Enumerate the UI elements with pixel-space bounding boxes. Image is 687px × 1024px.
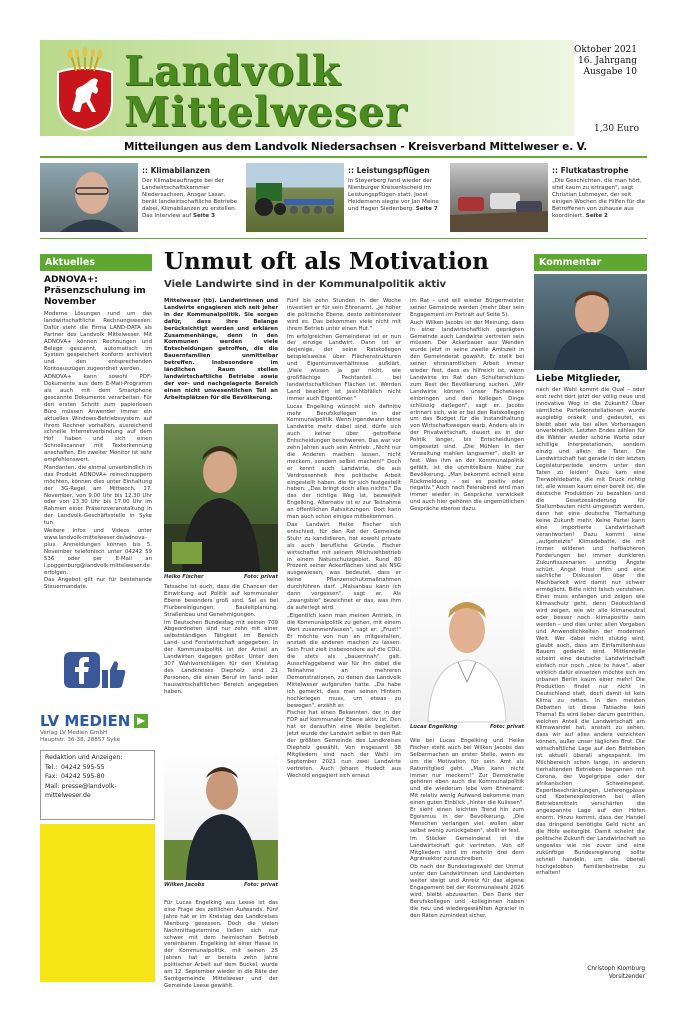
article-paragraph: Lucas Engelking wünscht sich definitiv mehr Berufskollegen in der Kommunalpolitik. Wenn irgendwann keine Landwirte mehr dabei sind, dürfe sich auch keiner über getroffene Entscheidungen beschweren. Das war vor zehn Jahren auch sein Antrieb: „Nicht nur die Anderen machen lassen, nicht meckern, sondern selbst machen!" Doch er kennt auch Landwirte, die aus Verdrossenheit ihre politische Arbeit eingestellt haben, die für sich festgestellt haben: „Das bringt doch alles nichts." Da das der richtige Weg ist, bezweifelt Engelking. Alternativ ist er zur Teilnahme an öffentlichen Ratssitzungen. Dort kann man auch schon einiges mitbekommen. <box>287 403 401 521</box>
issue-info <box>574 45 637 78</box>
article-paragraph: Im Deutschen Bundestag mit seinen 709 Abgeordneten sind nur zehn mit einer selbstständigen Tätigkeit im Bereich Land- und Forstwirtschaft angegeben. In der Kommunalpolitik ist der Anteil an Landwirten dagegen größer. Unter den 307 Wahlvorschlägen für den Kreistag des Landkreises Diepholz sind 21 Personen, die einen Beruf im land- oder hauswirtschaftlichen Bereich angegeben haben. <box>164 619 278 695</box>
article-subheadline: Viele Landwirte sind in der Kommunalpolitik aktiv <box>164 279 447 290</box>
issue-number: Ausgabe 10 <box>583 67 637 77</box>
caption-engelking <box>410 724 524 730</box>
aktuelles-paragraph: Moderne Lösungen rund um das landwirtschaftliche Rechnungswesen: Dafür steht die Firma LAND-DATA als Partner des Landvolk Mittelweser. Mit ADNOVA+ können Rechnungen und Belege gescannt, automatisch im System gespeichert konform archiviert und den entsprechenden Kontoauszügen zugeordnet werden. <box>44 311 152 373</box>
article-paragraph: Fünf bis zehn Stunden in der Woche investiert er für sein Ehrenamt. „Je höher die politische Ebene, desto zeitintensiver wird es. Das bekommen viele nicht mit ihrem Betrieb unter einen Hut." <box>287 298 401 332</box>
article-paragraph: Fischer hat einen Bekannten, der in der FDP auf kommunaler Ebene aktiv ist. Den hat er daraufhin eine Weile begleitet. Jetzt wurde der Landwirt selbst in den Rat der größten Gemeinde des Landkreises Diepholz gewählt. Von insgesamt 38 Mitgliedern sind nach der Wahl im September 2021 nun zwei Landwirte vertreten. Auch Johann Hudedt aus Wechold engagiert sich erneut <box>287 710 401 779</box>
mail-label: Mail: <box>45 782 60 790</box>
contact-redaktion-label: Redaktion und Anzeigen: <box>45 754 123 761</box>
teaser-photo-flutkatastrophe <box>450 163 548 232</box>
signature-name: Christoph Klomburg <box>587 966 645 972</box>
teaser-text: „Die Geschichten, die man hört, sind kaum zu ertragen", sagt Christian Lohmeyer, der seit einigen Wochen die Hilfen für die Betroffenen von zuhause aus koordiniert. <box>552 178 645 219</box>
teaser-flutkatastrophe[interactable] <box>552 166 648 220</box>
teaser-leistungspfluegen[interactable] <box>348 166 444 213</box>
kommentar-header: Kommentar <box>534 254 647 271</box>
teaser-text: In Steyerberg fand wieder der Nienburger Kreisentscheid im Leistungspflügen statt. Joost Heidemann siegte vor Jan Meine und Hagen Siedenberg. <box>348 178 439 212</box>
caption-jacobs <box>164 882 278 888</box>
teaser-klimabilanzen[interactable] <box>142 166 238 220</box>
issue-volume: 16. Jahrgang <box>578 56 637 66</box>
aktuelles-header: Aktuelles <box>40 254 152 271</box>
mail-value[interactable]: presse@landvolk-mittelweser.de <box>45 782 117 799</box>
caption-name: Lucas Engelking <box>410 724 458 730</box>
photo-credit: Foto: privat <box>243 574 278 580</box>
teaser-text: Der Klimabeauftragte bei der Landwirtschaftskammer Niedersachsen, Ansgar Lasar, berät landwirtschaftliche Betriebe dabei, Klimabilanzen zu erstellen. Das Interview auf <box>142 178 238 219</box>
teaser-page: Seite 2 <box>585 213 608 219</box>
header-rule <box>40 156 647 158</box>
signature-role: Vorsitzender <box>608 973 645 980</box>
aktuelles-paragraph: Weitere Infos und Videos unter www.landvolk-mittelweser.de/adnova-plus. Anmeldungen können bis 5. November telefonisch unter 04242 59 536 oder per E-Mail an l.poggenburg@landvolk-mittelweser.de erfolgen. <box>44 528 152 576</box>
article-col2-text <box>287 298 401 988</box>
teaser-photo-klimabilanzen <box>40 163 138 232</box>
article-paragraph: Wie bei Lucas Engelking und Heiko Fischer steht auch bei Wilken Jacobs das Selbermachen an erster Stelle, wenn es um die Motivation für sein Amt als Ratsmitglied geht. „Man kann nicht immer nur meckern!" Zur Demokratie gehören eben auch die Kommunalpolitik und die wiederum lebe vom Ehrenamt. Mit relativ wenig Aufwand bekomme man einen guten Einblick „hinter die Kulissen". Er sieht einen leichten Trend hin zum Egoismus in der Bevölkerung. „Die Menschen verlangen viel, wollen aber selbst wenig zurückgeben", stellt er fest. <box>410 738 524 834</box>
lv-medien-line1: Verlag LV Medien GmbH <box>40 730 108 736</box>
fax-value[interactable]: 04242 595-80 <box>60 773 105 780</box>
teaser-photo-leistungspfluegen <box>246 163 344 232</box>
price: 1,30 Euro <box>594 124 639 134</box>
article-paragraph: Tatsache ist auch, dass die Chancen der Einwirkung auf Politik auf kommunaler Ebene besonders groß sind. Sei es bei Flurbereinigungen, Bauleitplanung, Straßenbau und Genehmigungen. <box>164 584 278 618</box>
aktuelles-paragraph: Das Angebot gilt nur für bestehende Steuermandate. <box>44 577 152 591</box>
lv-medien-line2: Hauptstr. 36-38, 28857 Syke <box>40 737 121 743</box>
masthead-subtitle: Mitteilungen aus dem Landvolk Niedersachsen - Kreisverband Mittelweser e. V. <box>124 141 588 153</box>
lv-medien-block <box>40 712 155 744</box>
masthead-title-line1: Landvolk <box>124 47 342 95</box>
aktuelles-paragraph: Mandanten, die einmal unverbindlich in das Produkt ADNOVA+ reinschnuppern möchten, können dies unter Einhaltung der 3G-Regel am Mittwoch, 17. November, von 9.00 Uhr bis 12.30 Uhr oder von 13.30 Uhr bis 17.00 Uhr im Rahmen einer Präsenzveranstaltung in der Landvolk-Geschäftsstelle in Syke tun. <box>44 464 152 527</box>
lv-medien-brand: LV MEDIEN <box>40 712 131 730</box>
contact-box <box>40 750 155 820</box>
article-paragraph: „Eigentlich kann man meinen Antrieb, in die Kommunalpolitik zu gehen, mit einem Wort zusammenfassen", sagt er: „Frust!" Er möchte von nun an mitgestalten, anstatt die anderen machen zu lassen. Sein Frust zielt insbesondere auf die CDU, die stets als „bauernnah" galt. Ausschlaggebend war für ihn dabei die Teilnahme an mehreren Demonstrationen, zu denen das Landvolk Mittelweser aufgerufen hatte. „Da habe ich gemerkt, dass man seinen Hintern hochkriegen muss, um etwas zu bewegen", erzählt er. <box>287 612 401 709</box>
masthead-title-line2: Mittelweser <box>124 88 408 136</box>
teaser-page: Seite 7 <box>415 206 438 212</box>
article-paragraph: Das Landwirt Heike Fischer sich entschied, für den Rat der Gemeinde Stuhr zu kandidieren, hat sowohl private als auch berufliche Gründe. Fischer wirtschaftet mit seinem Milchviehbetrieb in einem Naturschutzgebiet. Rund 80 Prozent seiner Ackerflächen sind als NSG ausgewiesen, was bedeutet, dass er keine Pflanzenschutzmaßnahmen durchführen darf. „Malsanbau kann ich dann vergessen", sagt er. Als „zwangsbio" bezeichnet er das, was ihm da auferlegt wird. <box>287 522 401 611</box>
fax-label: Fax: <box>45 773 58 780</box>
photo-wilken-jacobs <box>164 748 278 880</box>
kommentar-text: nach der Wahl kommt die Qual – oder erst recht dort jetzt der völlig neue und innovative Weg in die Zukunft? Über sämtliche Parteikonstellationen wurde ausgiebig orakelt und gedeutet, es bleibt aber wie bei allen Vorhersagen unverbindlich. Letzten Endes zählen für die Wähler wieder schöne Worte oder schillige Interpretationen, sondern einzig und allein die Taten. Die Landwirtschaft hat gerade in der letzten Legislaturperiode enorm unter den Taten zu leiden! Dazu kam eine Tierwohldebatte, die mit Druck richtig ist, alle wissen kaum einer bereit ist, die deutsche Produktion zu bezahlen und die Gesetzesänderung für Stallumbauten nicht umgesetzt werden, dann hat eine deutsche Tierhaltung keine Zukunft mehr. Keine Partei kann eine importierte Landwirtschaft verantworten! Dazu kommt eine „aufgeheizte" Klimadebatte, die mit immer wilderen und heftiacheren Forderungen bei immer dunkleren Zukunftsszenarien unnötig Ängste schürt. Angst frisst Hirn und eine sachliche Diskussion über die Machbarkeit wird damit nur schwer ermöglicht. Bitte nicht falsch verstehen. Einer muss anfangen und zeigen wie Klimaschutz geht, denn Deutschland wird zeigen, wie wir alle klimaneutral oder besser noch klimapositiv sein werden – und dies unter allen Vorgaben und Anwendlichkeiten der modernen Welt. Wer dabei nicht stutzig wird, glaubt auch, dass am Einfamilienhaus Bauern gedankt wird. Mittlerweile scheint eine deutsche Landwirtschaft einfach nur noch „nice to have", aber wirklich dafür einsetzen möchte sich im urbanen Berlin kaum einer mehr! Die Produktion findet nur nicht in Deutschland statt, doch damit ist kein Klima zu retten. In den meisten Debatten ist diese Tatsache kein Thema! Es wird lieber darum gestritten, welchen Anteil die Landwirtschaft am Klimawandel hat, anstatt zu sehen, dass wir auf alles andere verzichten können, außer unser tägliches Brot. Die wirtschaftliche Lage auf den Betrieben ist aktuell überall angespannt. Im Milchbereich schon lange, in anderen tierhaltenden Betrieben begannen mit Corona, der Vogelgrippe oder der afrikanischen Schweinepest. Exportbeschränkungen, Lieferengpässe und Kostenexplosionen bei allen Betriebsmitteln verschärfen die angespannte Lage auf den Höfen enorm. Hinzu kommt, dass der Handel das dringend benötigte Geld nicht an die Höfe weitergibt. Damit scheint die politische Zukunft der Landwirtschaft so ungewiss wie nie zuvor und eine zukünftige Bundesregierung sollte schnell handeln, um die überall hochgelobten Familienbetriebe zu erhalten! <box>536 387 645 877</box>
article-lead: Mittelweser (tb). Landwirtinnen und Landwirte engagieren sich seit jeher in der Kommunalpolitik. Sie sorgen dafür, dass ihre Belange berücksichtigt werden und erklären Zusammenhänge, denn in den Kommunen werden viele Entscheidungen getroffen, die die Bauernfamilien unmittelbar betreffen. Insbesondere im ländlichen Raum stellen landwirtschaftliche Betriebe sowie der vor- und nachgelagerte Bereich einen nicht unwesentlichen Teil an Arbeitsplätzen für die Bevölkerung. <box>164 298 278 401</box>
caption-name: Heiko Fischer <box>164 574 204 580</box>
article-headline: Unmut oft als Motivation <box>164 248 489 275</box>
teaser-rule <box>40 238 647 239</box>
article-paragraph: Ob nach der Bundestagswahl der Unmut unter den Landwirtinnen und Landwirten weiter steigt und Anreiz für das eigene Engagement bei der Kommunalwahl 2026 wird, bleibt abzuwarten. Den Dank der Berufskollegen und -kolleginnen haben die neu und wiedergewählten Agrarier in den Räten zumindest sicher. <box>410 864 524 919</box>
caption-fischer <box>164 574 278 580</box>
photo-credit: Foto: privat <box>243 882 278 888</box>
article-paragraph: im Rat – und will wieder Bürgermeister seiner Gemeinde werden (mehr über sein Engagement im Portrait auf Seite 5). <box>410 298 524 318</box>
yellow-ad-box <box>40 824 155 982</box>
aktuelles-title: ADNOVA+: Präsenzschulung im November <box>44 275 146 307</box>
kommentar-title: Liebe Mitglieder, <box>536 374 621 384</box>
article-col1-bottom: Für Lucas Engelking aus Leese ist das eine Frage des zeitlichen Aufwands. Fünf Jahre hat er im Kreistag des Landkreises Nienburg gesessen. Doch die vielen Nachmittagstermine ließen sich nur schwer mit dem heimischen Betrieb vereinbaren. Engelking ist einer Hasse in der Kommunalpolitik, mit seinen 25 Jahren hat er bereits zehn Jahre politischer Arbeit auf dem Buckel, wurde am 12. September wieder in die Räte der Samtgemeinde Mittelweser und der Gemeinde Leese gewählt. <box>164 900 278 989</box>
lv-medien-logo-icon <box>134 714 148 728</box>
tel-value[interactable]: 04242 595-55 <box>60 763 105 771</box>
article-col3-bottom <box>410 738 524 988</box>
article-paragraph: Im Stöcker Gemeinderat ist die Landwirtschaft gut vertreten. Von elf Mitgliedern sind im mehrlin drei dem Agrarsektor zuzuschreiben. <box>410 835 524 863</box>
photo-credit: Foto: privat <box>489 724 524 730</box>
aktuelles-paragraph: ADNOVA+ kann sowohl PDF-Dokumente aus dem E-Mail-Programm als auch mit dem Smartphone gescannte Dokumente verarbeiten. Für den ersten Schritt zum papierlosen Büro müssen Anwender immer ein aktuelles Windows-Betriebssystem auf ihrem Rechner vorhalten, ausreichend schnelle Internetverbindung auf dem Hof haben und sich einen Schnellscanner mit Texterkennung anschaffen. Ein zweiter Monitor ist sehr empfehlenswert. <box>44 374 152 464</box>
facebook-like-icon[interactable] <box>64 652 126 692</box>
article-col1-text <box>164 584 278 697</box>
article-paragraph: Auch Wilken Jacobs ist der Meinung, dass in einer landwirtschaftlich geprägten Gemeinde auch Landwirte vertreten sein müssen. Der Ackerbauer aus Wenden wurde jetzt in seine zweite Amtszeit in den Gemeinderat gewählt. Er stellt bei seiner ehrenamtlichen Arbeit immer wieder fest, dass es hilfreich ist, wenn Landwirte im Rat den Schulterschluss zum Rest der Bevölkerung suchen. „Wir Landwirte können unser Fachwissen einbringen und den Kollegen Dinge schlüssig darlegen", sagt er. Jacobs erinnert sich, wie er bei den Ratskollegen um das Budget für die Instandhaltung von Wirtschaftswegen warb. Anders als in der Privatwirtschaft, dauert es in der Politik länger, bis Entscheidungen umgesetzt sind. „Die Mühlen in der Verwaltung mahlen langsamer", stellt er fest. Was ihm an der Kommunalpolitik gefällt, ist die unmittelbare Nähe zur Bevölkerung. „Man bekommt schnell eine Rückmeldung – sei es positiv oder negativ." Auch nach Feierabend wird man immer wieder in Gespräche verwickelt und auch hier gehören die ungemütlichen Gespräche ebenso dazu. <box>410 319 524 513</box>
photo-lucas-engelking <box>410 572 524 722</box>
article-paragraph: Im erfolgreichen Gemeinderat ist er nun der einzige Landwirt. Dann ist er derjenige, der seine Ratskollegen beispielsweise über Flächenstrukturen und Eigentumsverhältnisse aufklärt. „Viele wissen ja gar nicht, wie großflächige Pachtanteil bei landwirtschaftlichen Flächen ist. Werden Land beackert ist jasichtbfälich nicht immer auch Eigentümer." <box>287 333 401 402</box>
teaser-title: :: Flutkatastrophe <box>552 166 629 175</box>
issue-month: Oktober 2021 <box>573 45 637 55</box>
teaser-title: :: Leistungspflügen <box>348 166 430 175</box>
article-col3-text <box>410 298 524 568</box>
photo-heiko-fischer <box>164 424 278 572</box>
teaser-title: :: Klimabilanzen <box>142 166 211 175</box>
tel-label: Tel.: <box>45 763 58 771</box>
aktuelles-article <box>44 275 152 592</box>
lower-saxony-horse-crest-icon <box>52 46 118 132</box>
kommentar-signature <box>536 966 645 981</box>
teaser-page: Seite 3 <box>192 213 216 219</box>
caption-name: Wilken Jacobs <box>164 882 205 888</box>
photo-kommentar-author <box>534 274 647 370</box>
